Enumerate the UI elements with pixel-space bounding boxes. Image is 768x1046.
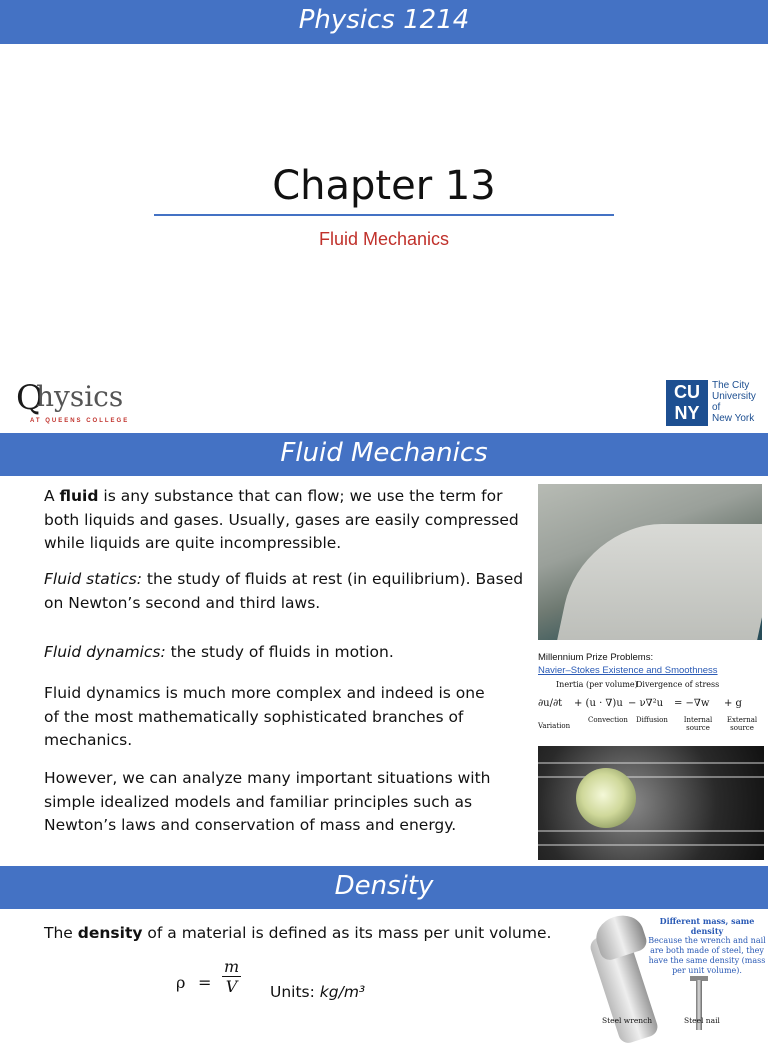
title-underline (154, 214, 614, 216)
navier-stokes-link[interactable]: Navier–Stokes Existence and Smoothness (538, 665, 718, 676)
wrench-label: Steel wrench (602, 1016, 653, 1025)
eq-label: External source (726, 716, 758, 732)
cuny-box (666, 380, 708, 426)
cuny-logo (666, 380, 762, 428)
bold-term: fluid (59, 487, 99, 505)
eq-label: Internal source (683, 716, 713, 732)
cuny-text (712, 380, 756, 424)
text-run: is any substance that can flow; we use the term for both liquids and gases. Usually, gases are easily compressed while liquids are quite incompressible. (44, 487, 519, 552)
text-run: the study of fluids in motion. (165, 643, 394, 661)
numerator: m (224, 957, 240, 976)
qphysics-logo (16, 378, 146, 428)
eq-label: Diffusion (636, 716, 668, 724)
course-title: Physics 1214 (298, 5, 470, 35)
eq-brace-label: Inertia (per volume) (556, 680, 638, 689)
units-value: kg/m³ (319, 983, 366, 1001)
idealized-models-paragraph: However, we can analyze many important situations with simple idealized models and familiar principles such as Newton’s laws and conservation of mass and energy. (44, 769, 491, 834)
cuny-text-line: New York (712, 413, 755, 424)
caption-title: Different mass, same density (659, 916, 755, 936)
text-run: the study of fluids at rest (in equilibrium). Based on Newton’s second and third laws. (44, 570, 524, 612)
eq-term: + (u · ∇)u (574, 698, 623, 709)
text-run: The (44, 924, 78, 942)
caption-body: Because the wrench and nail are both made of steel, they have the same density (mass per unit volume). (648, 936, 766, 975)
logo-word: hysics (36, 380, 124, 413)
wrench-caption (648, 916, 766, 976)
cuny-text-line: of (712, 402, 721, 413)
eq-label: Variation (538, 722, 571, 730)
slide2-header-bar (0, 433, 768, 476)
cuny-text-line: The City (712, 380, 750, 391)
cuny-text-line: University (712, 391, 756, 402)
millennium-title: Millennium Prize Problems: (538, 652, 654, 663)
mass-over-volume (222, 957, 241, 996)
navier-stokes-equation (538, 680, 764, 740)
flow-streak (538, 830, 764, 832)
sphere-flow-photo (538, 746, 764, 860)
eq-term: = −∇w (674, 698, 710, 709)
eq-brace-label: Divergence of stress (636, 680, 720, 689)
dam-wall (554, 524, 762, 640)
denominator: V (225, 977, 238, 996)
eq-term: + g (724, 698, 742, 709)
units-label: Units: (270, 983, 320, 1001)
flow-streak (538, 762, 764, 764)
italic-term: Fluid statics: (44, 570, 142, 588)
cuny-box-line: NY (674, 403, 700, 423)
text-run: of a material is defined as its mass per unit volume. (142, 924, 552, 942)
flow-streak (538, 844, 764, 846)
equals-sign: = (198, 973, 212, 992)
slide3-header-bar (0, 866, 768, 909)
chapter-title: Chapter 13 (272, 163, 496, 209)
sphere (576, 768, 636, 828)
text-run: A (44, 487, 60, 505)
wrench-nail-figure (596, 912, 768, 1024)
logo-q-letter: Q (16, 378, 44, 418)
fluid-dynamics-definition (44, 641, 524, 665)
bold-term: density (77, 924, 143, 942)
fluid-dynamics-complexity: Fluid dynamics is much more complex and indeed is one of the most mathematically sophisticated branches of mechanics. (44, 684, 485, 749)
slide1-header-bar (0, 0, 768, 44)
dam-photo (538, 484, 762, 640)
density-units (270, 983, 365, 1001)
eq-term: ∂u/∂t (538, 698, 563, 709)
chapter-subtitle: Fluid Mechanics (318, 229, 450, 249)
slide2-title: Fluid Mechanics (280, 438, 488, 468)
flow-streak (538, 776, 764, 778)
italic-term: Fluid dynamics: (44, 643, 166, 661)
density-definition (44, 922, 584, 946)
eq-label: Convection (588, 716, 628, 724)
fluid-statics-definition (44, 568, 534, 615)
eq-term: − ν∇²u (628, 698, 664, 709)
logo-subtitle: AT QUEENS COLLEGE (30, 418, 130, 424)
slide3-title: Density (334, 871, 434, 901)
rho-symbol: ρ (176, 973, 186, 992)
fluid-definition (44, 485, 534, 556)
nail-label: Steel nail (684, 1016, 720, 1025)
cuny-box-line: CU (674, 382, 700, 402)
navier-stokes-block (538, 652, 764, 740)
